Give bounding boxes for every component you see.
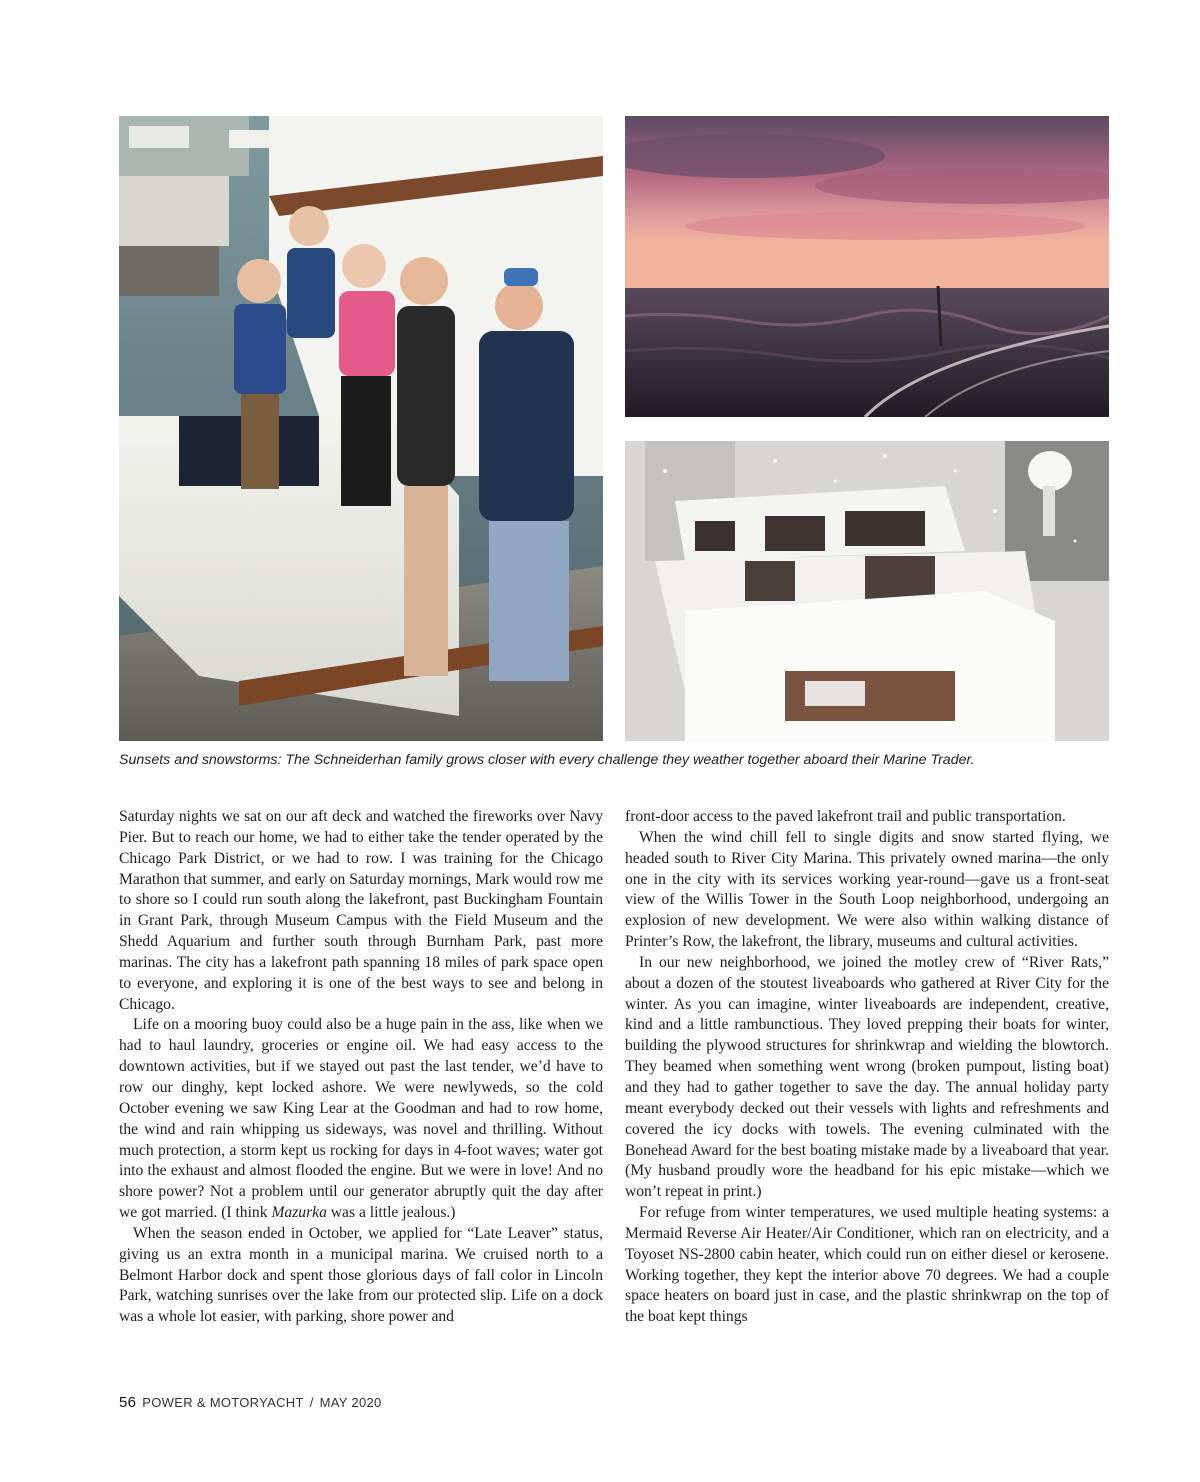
family-on-boat-photo: [119, 116, 603, 741]
boat-name: Mazurka: [271, 1204, 327, 1222]
footer-separator: /: [309, 1395, 314, 1410]
publication-name: POWER & MOTORYACHT: [142, 1395, 304, 1410]
article-paragraph: When the wind chill fell to single digits and snow started flying, we headed south to River City Marina. This privately owned marina—the only one in the city with its services working year-round—gave us a front-seat view of the Willis Tower in the South Loop neighborhood, undergoing an explosion of new development. We were also within walking distance of Printer’s Row, the lakefront, the library, museums and cultural activities.: [625, 828, 1109, 951]
paragraph-text: Life on a mooring buoy could also be a huge pain in the ass, like when we had to haul laundry, groceries or engine oil. We had easy access to the downtown activities, but if we stayed out past the last tender, we’d have to row our dinghy, kept locked ashore. We were newlyweds, so the cold October evening we saw King Lear at the Goodman and had to row home, the wind and rain whipping us sideways, was novel and thrilling. Without much protection, a storm kept us rocking for days in 4-foot waves; water got into the exhaust and almost flooded the engine. But we were in love! And no shore power? Not a problem until our generator abruptly quit the day after we got married. (I think: [119, 1016, 603, 1222]
snow-covered-boat-photo: [625, 441, 1109, 741]
paragraph-text: was a little jealous.): [326, 1204, 456, 1222]
page-footer: [119, 1394, 382, 1411]
article-right-column: [625, 807, 1109, 1328]
article-paragraph: For refuge from winter temperatures, we used multiple heating systems: a Mermaid Reverse Air Heater/Air Conditioner, which ran on electricity, and a Toyoset NS-2800 cabin heater, which could run on either diesel or kerosene. Working together, they kept the interior above 70 degrees. We had a couple space heaters on board just in case, and the plastic shrinkwrap on the top of the boat kept things: [625, 1204, 1109, 1326]
page-number: 56: [119, 1394, 137, 1411]
article-paragraph: Saturday nights we sat on our aft deck and watched the fireworks over Navy Pier. But to reach our home, we had to either take the tender operated by the Chicago Park District, or we had to row. I was training for the Chicago Marathon that summer, and early on Saturday mornings, Mark would row me to shore so I could run south along the lakefront, past Buckingham Fountain in Grant Park, through Museum Campus with the Field Museum and the Shedd Aquarium and further south through Burnham Park, past more marinas. The city has a lakefront path spanning 18 miles of park space open to everyone, and exploring it is one of the best ways to see and belong in Chicago.: [119, 808, 603, 1013]
article-paragraph: [119, 1015, 603, 1223]
article-left-column: [119, 807, 603, 1328]
article-paragraph: When the season ended in October, we applied for “Late Leaver” status, giving us an extra month in a municipal marina. We cruised north to a Belmont Harbor dock and spent those glorious days of fall color in Lincoln Park, watching sunrises over the lake from our protected slip. Life on a dock was a whole lot easier, with parking, shore power and: [119, 1224, 603, 1326]
issue-date: MAY 2020: [319, 1395, 382, 1410]
sunset-over-lake-photo: [625, 116, 1109, 417]
article-paragraph: front-door access to the paved lakefront trail and public transportation.: [625, 808, 1066, 825]
article-paragraph: In our new neighborhood, we joined the motley crew of “River Rats,” about a dozen of the stoutest liveaboards who gathered at River City for the winter. As you can imagine, winter liveaboards are independent, creative, kind and a little rambunctious. They loved prepping their boats for winter, building the plywood structures for shrinkwrap and wielding the blowtorch. They beamed when something went wrong (broken pumpout, listing boat) and they had to gather together to save the day. The annual holiday party meant everybody decked out their vessels with lights and refreshments and covered the icy docks with towels. The evening culminated with the Bonehead Award for the best boating mistake made by a liveaboard that year. (My husband proudly wore the headband for his epic mistake—which we won’t repeat in print.): [625, 953, 1109, 1201]
photo-caption: Sunsets and snowstorms: The Schneiderhan family grows closer with every challenge they weather together aboard their Marine Trader.: [119, 752, 975, 768]
